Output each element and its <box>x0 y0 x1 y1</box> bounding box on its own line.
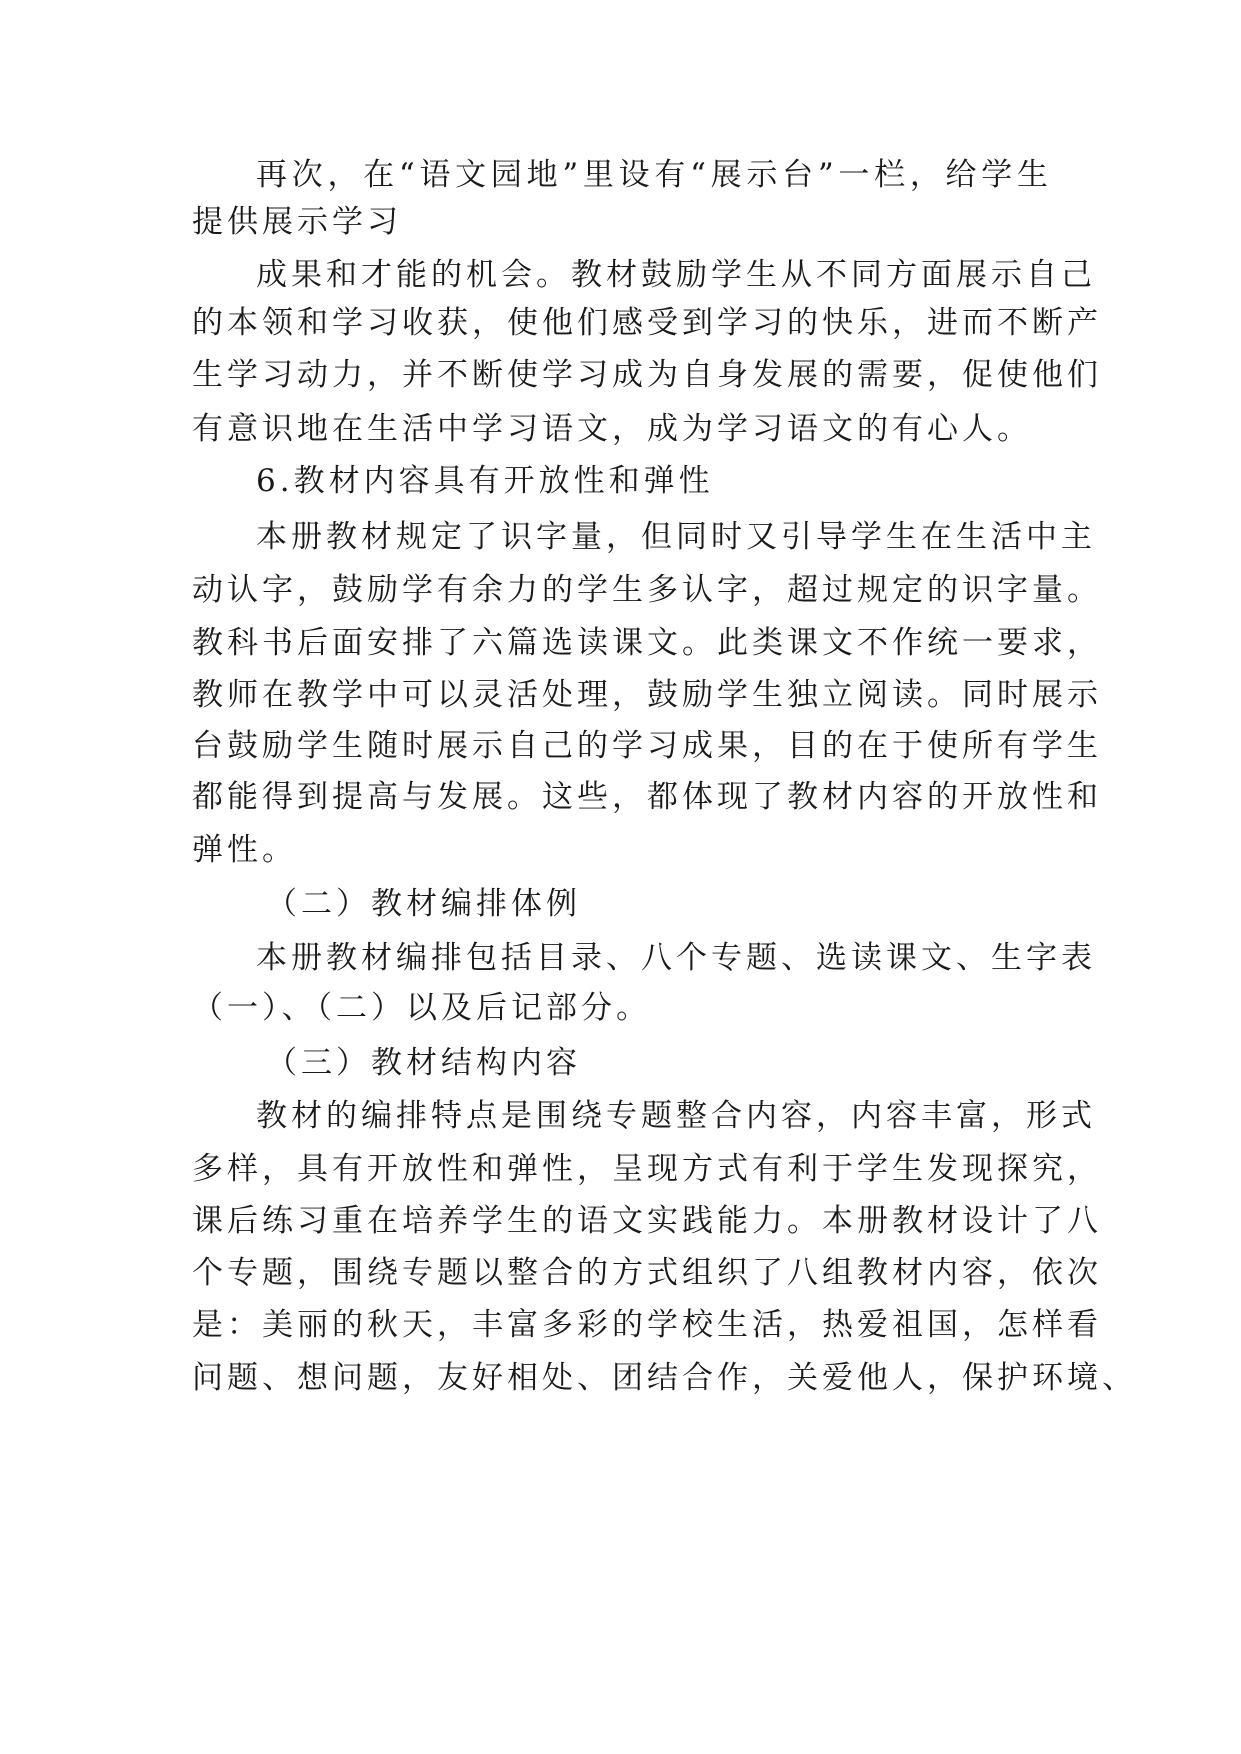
section-heading: （二）教材编排体例 <box>266 886 581 922</box>
paragraph-line: 台鼓励学生随时展示自己的学习成果，目的在于使所有学生 <box>192 728 1102 764</box>
paragraph-line: 个专题，围绕专题以整合的方式组织了八组教材内容，依次 <box>192 1255 1102 1291</box>
paragraph-line: 提供展示学习 <box>192 204 402 240</box>
paragraph-line: 动认字，鼓励学有余力的学生多认字，超过规定的识字量。 <box>192 572 1102 608</box>
paragraph-line: 是：美丽的秋天，丰富多彩的学校生活，热爱祖国，怎样看 <box>192 1307 1102 1343</box>
section-heading: （三）教材结构内容 <box>266 1045 581 1081</box>
paragraph-line: 生学习动力，并不断使学习成为自身发展的需要，促使他们 <box>192 357 1102 393</box>
paragraph-line: 成果和才能的机会。教材鼓励学生从不同方面展示自己 <box>256 257 1096 293</box>
paragraph-line: 有意识地在生活中学习语文，成为学习语文的有心人。 <box>192 411 1032 447</box>
section-heading: 6.教材内容具有开放性和弹性 <box>256 463 714 499</box>
paragraph-line: 课后练习重在培养学生的语文实践能力。本册教材设计了八 <box>192 1203 1102 1239</box>
paragraph-line: （一）、（二）以及后记部分。 <box>192 990 651 1026</box>
paragraph-line: 本册教材规定了识字量，但同时又引导学生在生活中主 <box>256 519 1096 555</box>
paragraph-line: 的本领和学习收获，使他们感受到学习的快乐，进而不断产 <box>192 305 1102 341</box>
paragraph-line: 再次，在“语文园地”里设有“展示台”一栏，给学生 <box>256 157 1052 193</box>
paragraph-line: 多样，具有开放性和弹性，呈现方式有利于学生发现探究， <box>192 1151 1102 1187</box>
paragraph-line: 本册教材编排包括目录、八个专题、选读课文、生字表 <box>256 940 1096 976</box>
paragraph-line: 都能得到提高与发展。这些，都体现了教材内容的开放性和 <box>192 779 1102 815</box>
paragraph-line: 弹性。 <box>192 832 297 868</box>
paragraph-line: 问题、想问题，友好相处、团结合作，关爱他人，保护环境、 <box>192 1360 1137 1396</box>
paragraph-line: 教师在教学中可以灵活处理，鼓励学生独立阅读。同时展示 <box>192 677 1102 713</box>
paragraph-line: 教材的编排特点是围绕专题整合内容，内容丰富，形式 <box>256 1098 1096 1134</box>
paragraph-line: 教科书后面安排了六篇选读课文。此类课文不作统一要求， <box>192 625 1102 661</box>
